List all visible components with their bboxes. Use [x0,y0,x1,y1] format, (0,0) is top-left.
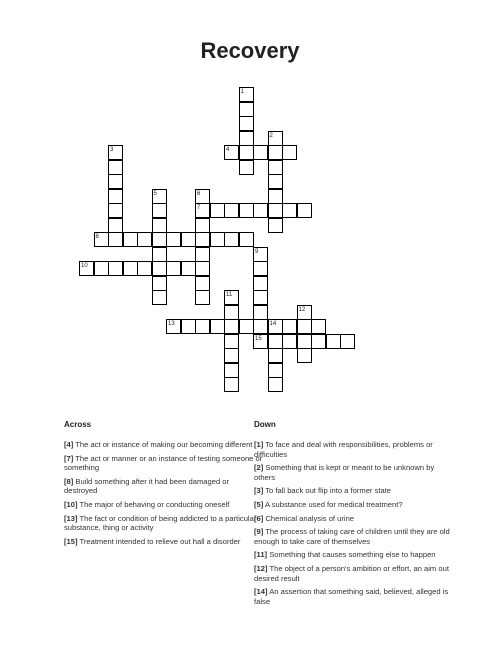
clue-number: [12] [254,563,268,573]
across-clue [64,440,264,450]
grid-cell[interactable] [195,290,210,305]
grid-cell[interactable] [166,319,181,334]
clue-number: [11] [254,550,268,560]
grid-cell[interactable] [239,319,254,334]
across-clue [64,500,264,510]
grid-cell[interactable] [239,131,254,146]
down-clue [254,514,454,524]
grid-cell[interactable] [152,290,167,305]
grid-cell[interactable] [282,203,297,218]
across-clue-list [64,440,264,546]
grid-cell[interactable] [79,261,94,276]
clue-text: The fact or condition of being addicted to a particular substance, thing or activity [64,513,257,533]
clue-text: The major of behaving or conducting oneself [77,499,230,509]
clue-number: [15] [64,536,78,546]
grid-cell[interactable] [297,348,312,363]
clue-number: [2] [254,463,264,473]
grid-cell[interactable] [137,232,152,247]
grid-cell[interactable] [224,203,239,218]
grid-cell[interactable] [224,377,239,392]
grid-cell[interactable] [108,174,123,189]
across-clue [64,454,264,473]
cell-number: 9 [255,248,259,255]
grid-cell[interactable] [181,261,196,276]
grid-cell[interactable] [195,203,210,218]
down-clue [254,564,454,583]
grid-cell[interactable] [239,116,254,131]
across-clue [64,537,264,547]
clue-number: [14] [254,587,268,597]
grid-cell[interactable] [268,160,283,175]
grid-cell[interactable] [166,261,181,276]
grid-cell[interactable] [268,218,283,233]
down-clue [254,527,454,546]
grid-cell[interactable] [282,319,297,334]
grid-cell[interactable] [311,334,326,349]
grid-cell[interactable] [123,232,138,247]
grid-cell[interactable] [195,189,210,204]
grid-cell[interactable] [195,247,210,262]
across-clue [64,477,264,496]
grid-cell[interactable] [297,203,312,218]
grid-cell[interactable] [152,203,167,218]
grid-cell[interactable] [152,261,167,276]
clue-text: Something that causes something else to happen [267,550,436,560]
grid-cell[interactable] [268,363,283,378]
clue-text: To face and deal with responsibilities, problems or difficulties [254,440,433,459]
grid-cell[interactable] [152,247,167,262]
grid-cell[interactable] [297,319,312,334]
grid-cell[interactable] [239,145,254,160]
grid-cell[interactable] [224,232,239,247]
grid-cell[interactable] [210,319,225,334]
down-clue-list [254,440,454,606]
grid-cell[interactable] [108,218,123,233]
cell-number: 11 [226,292,233,298]
page-title: Recovery [200,38,300,63]
cell-number: 4 [226,147,230,153]
grid-cell[interactable] [108,203,123,218]
grid-cell[interactable] [94,232,109,247]
clue-number: [6] [254,513,264,523]
grid-cell[interactable] [253,145,268,160]
across-clues [64,420,264,550]
clue-text: The object of a person's ambition or effort, an aim out desired result [254,563,449,583]
grid-cell[interactable] [108,160,123,175]
cell-number: 6 [197,190,201,197]
clue-text: A substance used for medical treatment? [263,499,403,509]
down-clues [254,420,454,610]
grid-cell[interactable] [210,203,225,218]
clue-text: An assertion that something said, believed, alleged is false [254,587,449,606]
grid-cell[interactable] [268,145,283,160]
clue-text: The process of taking care of children until they are old enough to take care of themselves [254,527,450,546]
cell-number: 3 [110,147,114,153]
down-clue [254,486,454,496]
cell-number: 15 [255,335,262,342]
grid-cell[interactable] [224,348,239,363]
grid-cell[interactable] [166,232,181,247]
down-clue [254,463,454,482]
grid-cell[interactable] [268,174,283,189]
grid-cell[interactable] [239,102,254,117]
clue-number: [7] [64,453,74,463]
cell-number: 14 [269,321,277,327]
grid-cell[interactable] [108,261,123,276]
grid-cell[interactable] [268,348,283,363]
grid-cell[interactable] [181,319,196,334]
grid-cell[interactable] [282,145,297,160]
grid-cell[interactable] [108,145,123,160]
grid-cell[interactable] [253,319,268,334]
grid-cell[interactable] [152,189,167,204]
cell-number: 7 [197,205,201,211]
cell-number: 10 [81,263,88,269]
grid-cell[interactable] [268,203,283,218]
grid-cell[interactable] [195,232,210,247]
grid-cell[interactable] [253,247,268,262]
clue-number: [5] [254,499,264,509]
grid-cell[interactable] [253,305,268,320]
grid-cell[interactable] [108,232,123,247]
grid-cell[interactable] [253,290,268,305]
clue-text: Build something after it had been damaged or destroyed [64,476,230,496]
clue-number: [10] [64,499,78,509]
grid-cell[interactable] [253,334,268,349]
grid-cell[interactable] [297,305,312,320]
grid-cell[interactable] [268,189,283,204]
clue-number: [8] [64,476,74,486]
grid-cell[interactable] [152,276,167,291]
clue-text: The act or instance of making our becoming different [73,440,253,449]
cell-number: 13 [168,321,175,327]
down-clue [254,500,454,510]
grid-cell[interactable] [210,232,225,247]
grid-cell[interactable] [123,261,138,276]
grid-cell[interactable] [253,261,268,276]
down-clue [254,587,454,606]
clue-text: Treatment intended to relieve out hall a disorder [77,536,241,546]
grid-cell[interactable] [195,276,210,291]
grid-cell[interactable] [282,334,297,349]
clue-text: Chemical analysis of urine [263,513,355,523]
grid-cell[interactable] [253,203,268,218]
grid-cell[interactable] [224,319,239,334]
grid-cell[interactable] [195,261,210,276]
grid-cell[interactable] [268,131,283,146]
grid-cell[interactable] [181,232,196,247]
grid-cell[interactable] [195,319,210,334]
grid-cell[interactable] [340,334,355,349]
grid-cell[interactable] [311,319,326,334]
grid-cell[interactable] [137,261,152,276]
down-clue [254,440,454,459]
grid-cell[interactable] [297,334,312,349]
down-clue [254,550,454,560]
grid-cell[interactable] [152,218,167,233]
grid-cell[interactable] [239,160,254,175]
clue-number: [1] [254,440,264,449]
grid-cell[interactable] [239,203,254,218]
grid-cell[interactable] [195,218,210,233]
down-heading: Down [254,420,276,429]
clue-text: Something that is kept or meant to be unknown by others [254,463,435,482]
grid-cell[interactable] [152,232,167,247]
grid-cell[interactable] [224,305,239,320]
grid-cell[interactable] [224,334,239,349]
clue-number: [4] [64,440,74,449]
grid-cell[interactable] [94,261,109,276]
grid-cell[interactable] [108,189,123,204]
cell-number: 1 [240,89,244,95]
grid-cell[interactable] [239,87,254,102]
grid-cell[interactable] [268,334,283,349]
cell-number: 2 [269,132,273,139]
grid-cell[interactable] [224,290,239,305]
clue-number: [3] [254,486,264,496]
grid-cell[interactable] [326,334,341,349]
grid-cell[interactable] [239,232,254,247]
grid-cell[interactable] [253,276,268,291]
cell-number: 5 [153,190,157,197]
clue-text: The act or manner or an instance of testing someone or something [64,453,263,473]
grid-cell[interactable] [224,363,239,378]
across-clue [64,514,264,533]
grid-cell[interactable] [268,319,283,334]
grid-cell[interactable] [268,377,283,392]
across-heading: Across [64,420,92,429]
grid-cell[interactable] [224,145,239,160]
clue-number: [13] [64,513,78,523]
cell-number: 8 [95,234,99,240]
clue-text: To fall back out flip into a former state [263,486,392,496]
clue-number: [9] [254,527,264,537]
cell-number: 12 [298,306,306,313]
